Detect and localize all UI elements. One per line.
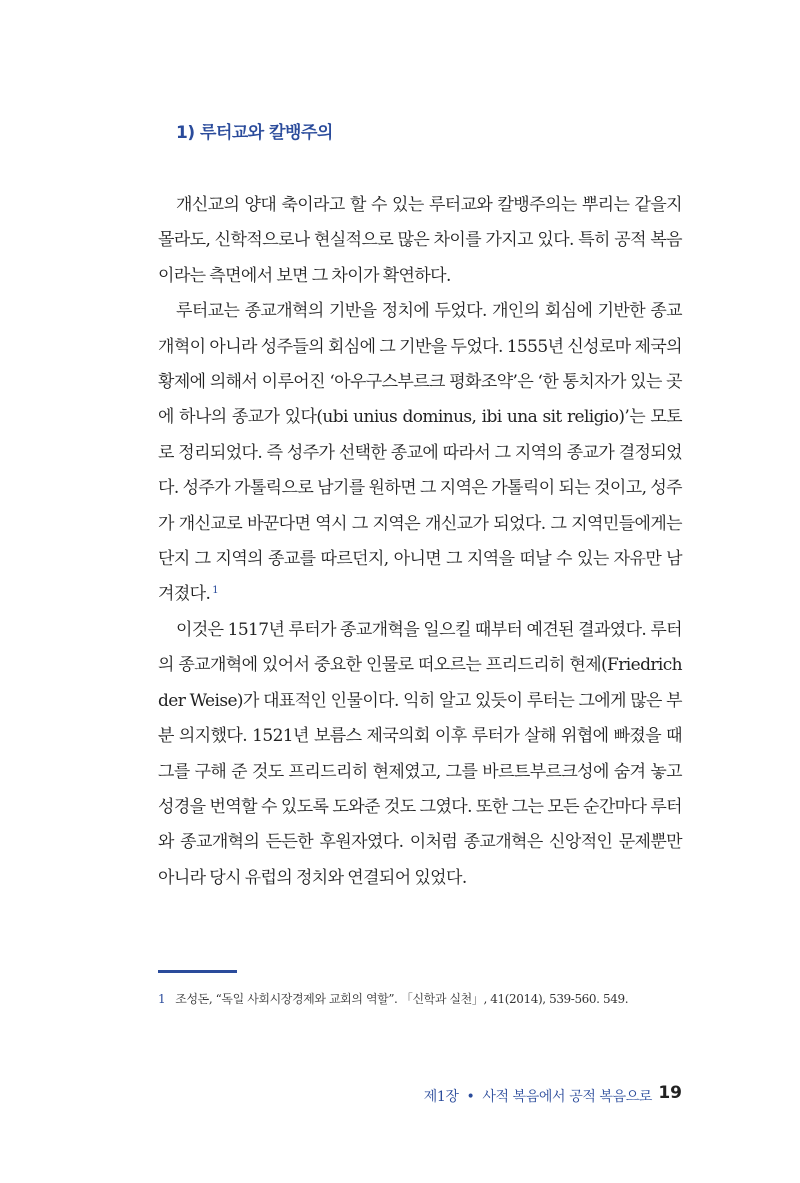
- footnote-divider: [158, 970, 237, 973]
- footnote: [158, 990, 628, 1008]
- footnote-number: 1: [158, 992, 166, 1006]
- paragraph: [158, 294, 682, 613]
- footnote-reference[interactable]: 1: [212, 584, 219, 596]
- footer-separator: •: [466, 1089, 475, 1105]
- footer-chapter-title: 사적 복음에서 공적 복음으로: [482, 1089, 652, 1105]
- paragraph-text: 루터교는 종교개혁의 기반을 정치에 두었다. 개인의 회심에 기반한 종교개혁이 아니라 성주들의 회심에 그 기반을 두었다. 1555년 신성로마 제국의 황제에 의해서 이루어진 ‘아우구스부르크 평화조약’은 ‘한 통치자가 있는 곳에 하나의 종교가 있다(ubi unius dominus, ibi una sit religio)’는 모토로 정리되었다. 즉 성주가 선택한 종교에 따라서 그 지역의 종교가 결정되었다. 성주가 가톨릭으로 남기를 원하면 그 지역은 가톨릭이 되는 것이고, 성주가 개신교로 바꾼다면 역시 그 지역은 개신교가 되었다. 그 지역민들에게는 단지 그 지역의 종교를 따르던지, 아니면 그 지역을 떠날 수 있는 자유만 남겨졌다.: [158, 301, 682, 605]
- footnote-text: 조성돈, “독일 사회시장경제와 교회의 역할”. 「신학과 실천」, 41(2014), 539-560. 549.: [175, 992, 629, 1006]
- body-text: [158, 188, 682, 896]
- running-footer: [424, 1086, 652, 1106]
- paragraph: 개신교의 양대 축이라고 할 수 있는 루터교와 칼뱅주의는 뿌리는 같을지 몰라도, 신학적으로나 현실적으로 많은 차이를 가지고 있다. 특히 공적 복음이라는 측면에서 보면 그 차이가 확연하다.: [158, 195, 682, 286]
- page-number: 19: [658, 1083, 682, 1103]
- paragraph: 이것은 1517년 루터가 종교개혁을 일으킬 때부터 예견된 결과였다. 루터의 종교개혁에 있어서 중요한 인물로 떠오르는 프리드리히 현제(Friedrich der Weise)가 대표적인 인물이다. 익히 알고 있듯이 루터는 그에게 많은 부분 의지했다. 1521년 보름스 제국의회 이후 루터가 살해 위협에 빠졌을 때 그를 구해 준 것도 프리드리히 현제였고, 그를 바르트부르크성에 숨겨 놓고 성경을 번역할 수 있도록 도와준 것도 그였다. 또한 그는 모든 순간마다 루터와 종교개혁의 든든한 후원자였다. 이처럼 종교개혁은 신앙적인 문제뿐만 아니라 당시 유럽의 정치와 연결되어 있었다.: [158, 619, 682, 888]
- section-heading: 1) 루터교와 칼뱅주의: [176, 123, 333, 143]
- footer-chapter: 제1장: [423, 1089, 459, 1105]
